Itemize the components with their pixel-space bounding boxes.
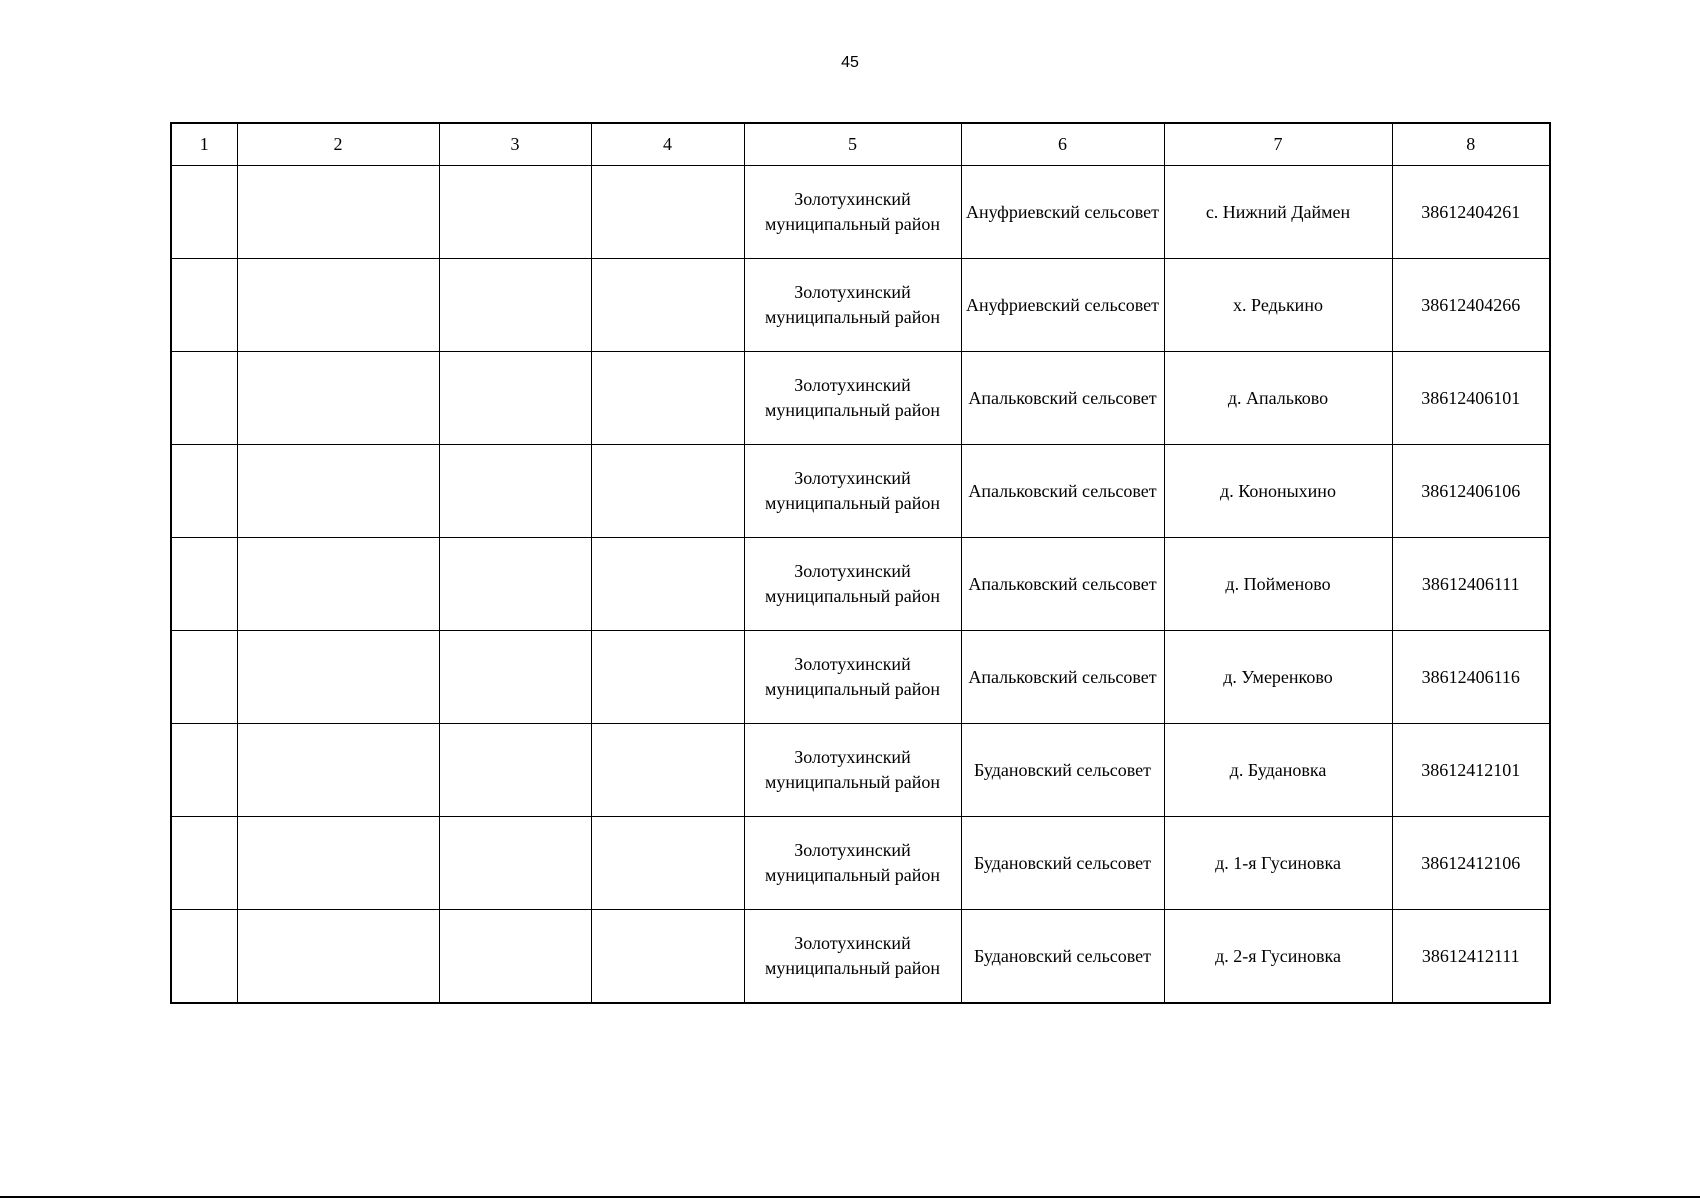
council-cell: Будановский сельсовет (961, 724, 1164, 817)
empty-cell (171, 445, 237, 538)
empty-cell (439, 538, 591, 631)
column-number: 4 (591, 123, 744, 166)
code-cell: 38612412106 (1392, 817, 1550, 910)
empty-cell (591, 259, 744, 352)
empty-cell (439, 817, 591, 910)
council-cell: Ануфриевский сельсовет (961, 166, 1164, 259)
settlement-cell: д. Апальково (1164, 352, 1392, 445)
empty-cell (591, 538, 744, 631)
empty-cell (439, 910, 591, 1004)
district-cell: Золотухинский муниципальный район (744, 352, 961, 445)
empty-cell (171, 538, 237, 631)
settlement-cell: д. Пойменово (1164, 538, 1392, 631)
scan-edge-line (0, 1196, 1700, 1198)
empty-cell (439, 166, 591, 259)
empty-cell (591, 817, 744, 910)
district-cell: Золотухинский муниципальный район (744, 817, 961, 910)
empty-cell (439, 259, 591, 352)
council-cell: Апальковский сельсовет (961, 445, 1164, 538)
council-cell: Будановский сельсовет (961, 910, 1164, 1004)
column-number: 1 (171, 123, 237, 166)
empty-cell (591, 166, 744, 259)
empty-cell (171, 724, 237, 817)
empty-cell (237, 817, 439, 910)
empty-cell (591, 631, 744, 724)
settlement-cell: д. 2-я Гусиновка (1164, 910, 1392, 1004)
empty-cell (171, 259, 237, 352)
empty-cell (237, 631, 439, 724)
code-cell: 38612404266 (1392, 259, 1550, 352)
empty-cell (171, 166, 237, 259)
code-cell: 38612406106 (1392, 445, 1550, 538)
empty-cell (237, 166, 439, 259)
empty-cell (237, 724, 439, 817)
register-table (170, 122, 1551, 1004)
settlement-cell: д. 1-я Гусиновка (1164, 817, 1392, 910)
code-cell: 38612412111 (1392, 910, 1550, 1004)
column-number-row (171, 123, 1550, 166)
empty-cell (171, 631, 237, 724)
table-row (171, 724, 1550, 817)
column-number: 8 (1392, 123, 1550, 166)
empty-cell (237, 538, 439, 631)
empty-cell (591, 445, 744, 538)
code-cell: 38612412101 (1392, 724, 1550, 817)
empty-cell (439, 445, 591, 538)
column-number: 2 (237, 123, 439, 166)
empty-cell (171, 910, 237, 1004)
code-cell: 38612406101 (1392, 352, 1550, 445)
table-row (171, 352, 1550, 445)
empty-cell (171, 352, 237, 445)
column-number: 6 (961, 123, 1164, 166)
district-cell: Золотухинский муниципальный район (744, 910, 961, 1004)
council-cell: Апальковский сельсовет (961, 352, 1164, 445)
district-cell: Золотухинский муниципальный район (744, 445, 961, 538)
district-cell: Золотухинский муниципальный район (744, 724, 961, 817)
council-cell: Ануфриевский сельсовет (961, 259, 1164, 352)
table-row (171, 817, 1550, 910)
settlement-cell: х. Редькино (1164, 259, 1392, 352)
table-row (171, 538, 1550, 631)
code-cell: 38612406116 (1392, 631, 1550, 724)
empty-cell (237, 445, 439, 538)
settlement-cell: д. Умеренково (1164, 631, 1392, 724)
settlement-cell: д. Будановка (1164, 724, 1392, 817)
council-cell: Будановский сельсовет (961, 817, 1164, 910)
empty-cell (439, 352, 591, 445)
column-number: 5 (744, 123, 961, 166)
settlement-cell: с. Нижний Даймен (1164, 166, 1392, 259)
district-cell: Золотухинский муниципальный район (744, 631, 961, 724)
empty-cell (237, 259, 439, 352)
empty-cell (439, 724, 591, 817)
empty-cell (591, 724, 744, 817)
empty-cell (237, 910, 439, 1004)
column-number: 3 (439, 123, 591, 166)
empty-cell (591, 910, 744, 1004)
empty-cell (591, 352, 744, 445)
empty-cell (237, 352, 439, 445)
district-cell: Золотухинский муниципальный район (744, 166, 961, 259)
table-row (171, 166, 1550, 259)
table-row (171, 445, 1550, 538)
settlement-cell: д. Кононыхино (1164, 445, 1392, 538)
district-cell: Золотухинский муниципальный район (744, 538, 961, 631)
empty-cell (439, 631, 591, 724)
page-number: 45 (841, 54, 859, 71)
district-cell: Золотухинский муниципальный район (744, 259, 961, 352)
council-cell: Апальковский сельсовет (961, 631, 1164, 724)
table-row (171, 910, 1550, 1004)
code-cell: 38612406111 (1392, 538, 1550, 631)
council-cell: Апальковский сельсовет (961, 538, 1164, 631)
table-row (171, 259, 1550, 352)
table-row (171, 631, 1550, 724)
code-cell: 38612404261 (1392, 166, 1550, 259)
column-number: 7 (1164, 123, 1392, 166)
empty-cell (171, 817, 237, 910)
